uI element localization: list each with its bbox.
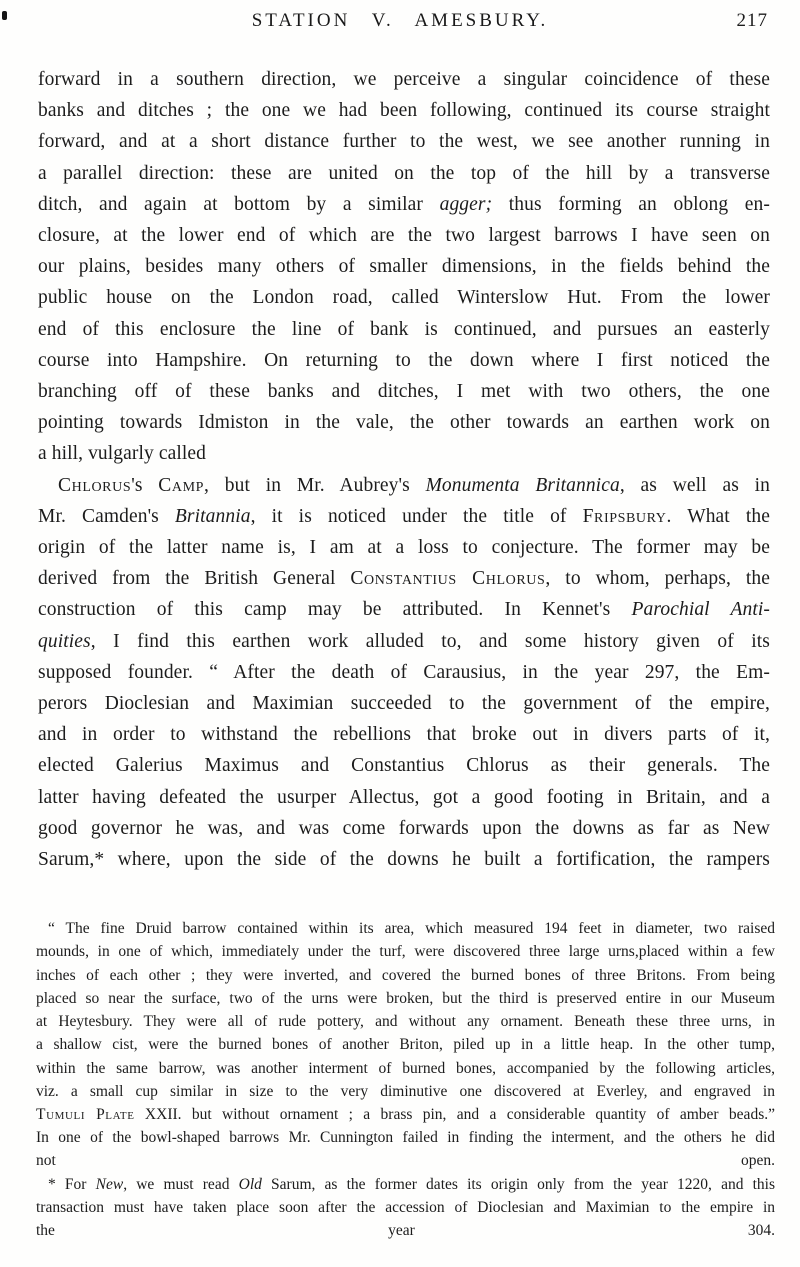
text-line: inches of each other ; they were inverted, and covered the burned bones of three Britons. From being [36, 966, 775, 984]
text-line: Tumuli Plate XXII. but without ornament ; a brass pin, and a considerable quantity of amber beads.” [36, 1105, 775, 1123]
running-title: STATION V. AMESBURY. [251, 10, 549, 31]
body-paragraph [38, 470, 770, 876]
text-line: within the same barrow, was another interment of burned bones, accompanied by the following articles, [36, 1059, 775, 1077]
text-line: forward in a southern direction, we perceive a singular coincidence of these [38, 69, 770, 90]
text-line: banks and ditches ; the one we had been following, continued its course straight [38, 100, 770, 122]
text-line: the year 304. [36, 1221, 775, 1239]
body-text [0, 64, 800, 875]
text-line: end of this enclosure the line of bank is continued, and pursues an easterly [38, 318, 770, 340]
text-line: good governor he was, and was come forwards upon the downs as far as New [38, 817, 770, 839]
text-line: placed so near the surface, two of the urns were broken, but the third is preserved entire in our Museum [36, 989, 775, 1007]
text-line: at Heytesbury. They were all of rude pottery, and without any ornament. Beneath these three urns, in [36, 1013, 775, 1031]
text-line: pointing towards Idmiston in the vale, the other towards an earthen work on [38, 412, 770, 434]
text-line: Mr. Camden's Britannia, it is noticed under the title of Fripsbury. What the [38, 505, 771, 527]
text-line: ditch, and again at bottom by a similar agger; thus forming an oblong en- [38, 193, 770, 215]
text-line: not open. [36, 1152, 775, 1170]
text-line: a shallow cist, were the burned bones of another Briton, piled up in a little heap. In the other tump, [36, 1036, 775, 1054]
text-line: forward, and at a short distance further to the west, we see another running in [38, 131, 770, 153]
text-line: * For New, we must read Old Sarum, as the former dates its origin only from the year 1220, and this [48, 1175, 776, 1193]
text-line: quities, I find this earthen work alluded to, and some history given of its [38, 630, 770, 652]
text-line: a hill, vulgarly called [38, 443, 206, 465]
footnote-paragraph [36, 1173, 775, 1243]
text-line: our plains, besides many others of smaller dimensions, in the fields behind the [38, 256, 770, 278]
page-header [0, 0, 800, 48]
text-line: derived from the British General Constantius Chlorus, to whom, perhaps, the [38, 568, 770, 590]
body-paragraph [38, 64, 770, 470]
text-line: transaction must have taken place soon after the accession of Dioclesian and Maximian to the empire in [36, 1198, 775, 1216]
text-line: supposed founder. “ After the death of Carausius, in the year 297, the Em- [38, 661, 770, 683]
text-line: and in order to withstand the rebellions that broke out in divers parts of it, [38, 724, 770, 746]
text-line: construction of this camp may be attributed. In Kennet's Parochial Anti- [38, 599, 770, 621]
text-line: In one of the bowl-shaped barrows Mr. Cunnington failed in finding the interment, and the others he did [36, 1129, 775, 1147]
page-number: 217 [736, 10, 768, 31]
footnote-paragraph [36, 917, 775, 1172]
text-line: Chlorus's Camp, but in Mr. Aubrey's Monumenta Britannica, as well as in [58, 474, 771, 496]
text-line: latter having defeated the usurper Allectus, got a good footing in Britain, and a [38, 786, 770, 808]
text-line: “ The fine Druid barrow contained within its area, which measured 194 feet in diameter, two raised [48, 920, 775, 938]
text-line: mounds, in one of which, immediately under the turf, were discovered three large urns,placed within a few [36, 943, 775, 961]
text-line: Sarum,* where, upon the side of the downs he built a fortification, the rampers [38, 849, 770, 871]
text-line: closure, at the lower end of which are the two largest barrows I have seen on [38, 225, 770, 247]
text-line: branching off of these banks and ditches, I met with two others, the one [38, 381, 770, 403]
text-line: viz. a small cup similar in size to the very diminutive one discovered at Everley, and engraved in [36, 1082, 775, 1100]
text-line: elected Galerius Maximus and Constantius Chlorus as their generals. The [38, 755, 770, 777]
text-line: a parallel direction: these are united on the top of the hill by a transverse [38, 162, 770, 184]
text-line: origin of the latter name is, I am at a loss to conjecture. The former may be [38, 537, 770, 559]
text-line: public house on the London road, called Winterslow Hut. From the lower [38, 287, 770, 309]
footnote-section [0, 917, 800, 1242]
text-line: perors Dioclesian and Maximian succeeded to the government of the empire, [38, 693, 770, 715]
text-line: course into Hampshire. On returning to the down where I first noticed the [38, 349, 770, 371]
